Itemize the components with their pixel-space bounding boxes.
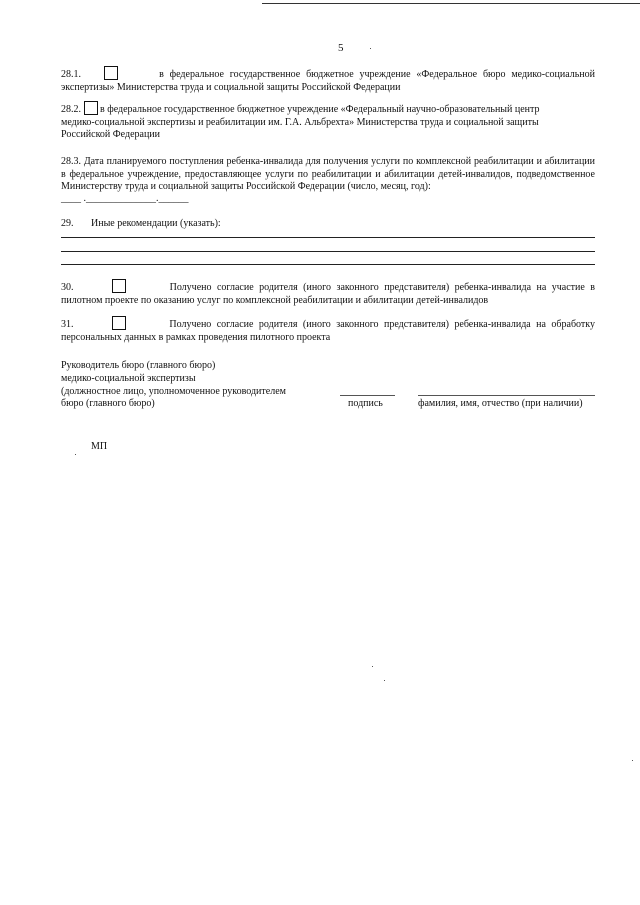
signatory-title: Руководитель бюро (главного бюро): [61, 360, 216, 371]
signatory-title: бюро (главного бюро): [61, 398, 155, 409]
item-text: медико-социальной экспертизы и реабилитации им. Г.А. Альбрехта» Министерства труда и социальной защиты: [61, 116, 539, 128]
scan-speck: [370, 48, 371, 49]
signature-label: подпись: [348, 398, 383, 409]
full-name-line[interactable]: [418, 395, 595, 396]
item-text: Иные рекомендации (указать):: [91, 218, 221, 229]
item-text: Получено согласие родителя (иного законного представителя) ребенка-инвалида на участие в: [169, 282, 596, 293]
recommendation-line[interactable]: [61, 251, 595, 252]
top-rule: [262, 3, 640, 4]
item-text: экспертизы» Министерства труда и социальной защиты Российской Федерации: [61, 81, 401, 93]
item-29: [61, 218, 595, 231]
item-text: пилотном проекте по оказанию услуг по комплексной реабилитации и абилитации детей-инвалидов: [61, 294, 489, 306]
full-name-label: фамилия, имя, отчество (при наличии): [418, 398, 583, 409]
checkbox-31[interactable]: [112, 316, 126, 330]
item-number: 29.: [61, 218, 74, 229]
item-number: 28.1.: [61, 69, 81, 80]
item-text: Получено согласие родителя (иного законного представителя) ребенка-инвалида на обработку: [169, 319, 596, 330]
item-28-1: [61, 66, 595, 94]
item-text: персональных данных в рамках проведения пилотного проекта: [61, 331, 331, 343]
item-31: [61, 316, 595, 344]
scan-speck: [632, 760, 633, 761]
item-text: в федеральное государственное бюджетное учреждение «Федеральное бюро медико-социальной: [159, 69, 596, 80]
stamp-place-label: МП: [91, 441, 108, 452]
signatory-title: медико-социальной экспертизы: [61, 373, 196, 384]
item-28-2: [61, 101, 595, 142]
item-number: 28.2.: [61, 104, 81, 115]
item-number: 31.: [61, 319, 74, 330]
checkbox-28-2[interactable]: [84, 101, 98, 115]
page-number: 5: [338, 42, 344, 54]
recommendation-line[interactable]: [61, 237, 595, 238]
checkbox-30[interactable]: [112, 279, 126, 293]
item-30: [61, 279, 595, 307]
item-text: Российской Федерации: [61, 129, 161, 140]
scan-speck: [372, 666, 373, 667]
signature-line[interactable]: [340, 395, 395, 396]
recommendation-line[interactable]: [61, 264, 595, 265]
item-number: 30.: [61, 282, 74, 293]
item-28-3: 28.3. Дата планируемого поступления ребенка-инвалида для получения услуги по комплексной реабилитации и абилитации в федеральное учреждение, предоставляющее услуги по реабилитации и абилитации детей-инвалидов, подведомственное Министерству труда и социальной защиты Российской Федерации (число, месяц, год):: [61, 156, 595, 192]
item-text: в федеральное государственное бюджетное учреждение «Федеральный научно-образовательный центр: [100, 104, 540, 115]
signatory-title: (должностное лицо, уполномоченное руководителем: [61, 386, 286, 397]
scan-speck: [384, 680, 385, 681]
checkbox-28-1[interactable]: [104, 66, 118, 80]
date-blank[interactable]: ____ .______________.______: [61, 193, 189, 204]
scan-speck: [75, 454, 76, 455]
